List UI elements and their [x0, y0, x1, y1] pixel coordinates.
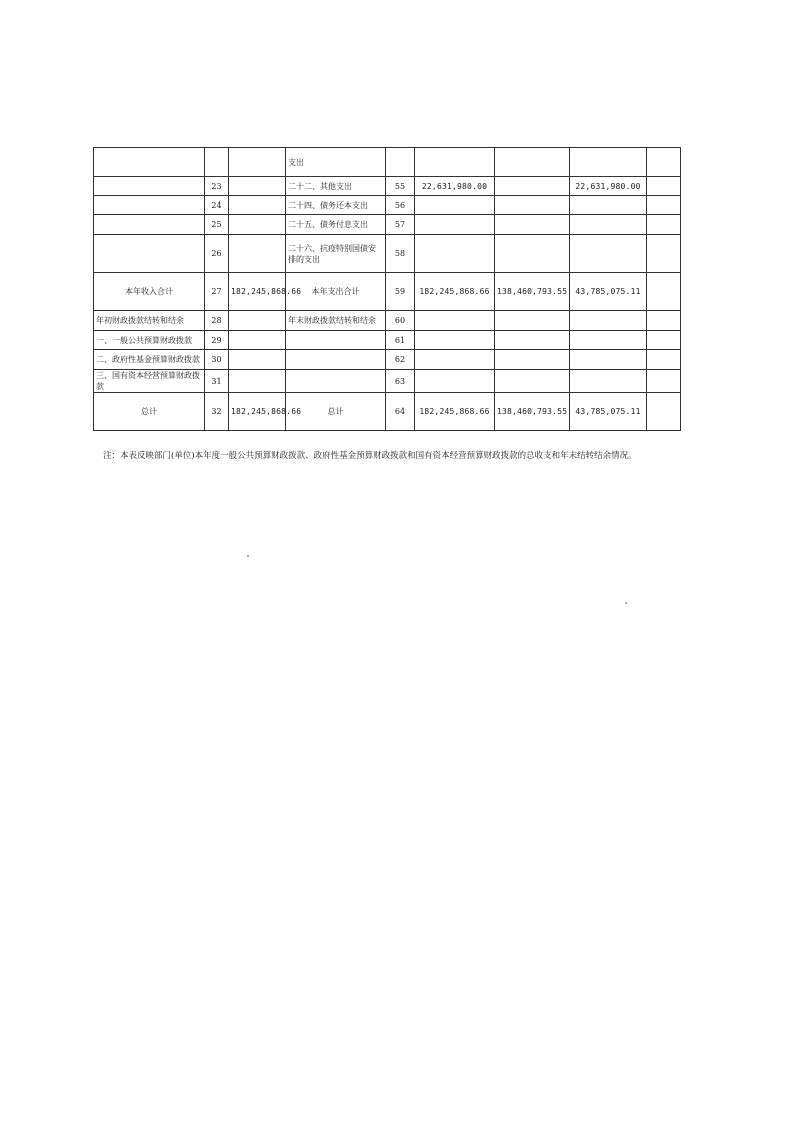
- expenditure-total-amount: 182,245,868.66: [415, 393, 495, 431]
- expenditure-row-number: 56: [386, 196, 415, 215]
- general-budget-amount: [495, 235, 570, 273]
- expenditure-total-amount: [415, 215, 495, 235]
- income-item-label: 总计: [94, 393, 205, 431]
- income-row-number: 30: [205, 350, 229, 370]
- fund-budget-amount: [570, 331, 647, 350]
- state-capital-amount: [647, 350, 681, 370]
- fund-budget-amount: [570, 370, 647, 393]
- scan-speck: [625, 602, 627, 604]
- table-footnote: 注：本表反映部门(单位)本年度一般公共预算财政拨款、政府性基金预算财政拨款和国有资本经营预算财政拨款的总收支和年末结转结余情况。: [103, 451, 637, 461]
- general-budget-amount: [495, 215, 570, 235]
- expenditure-total-amount: 22,631,980.00: [415, 177, 495, 196]
- expenditure-total-amount: [415, 196, 495, 215]
- table-row: [94, 215, 681, 235]
- general-budget-amount: [495, 370, 570, 393]
- fund-budget-amount: 43,785,075.11: [570, 273, 647, 311]
- expenditure-item-label: 二十四、债务还本支出: [286, 196, 386, 215]
- table-row: [94, 331, 681, 350]
- fund-budget-amount: [570, 196, 647, 215]
- fund-budget-amount: [570, 311, 647, 331]
- income-row-number: 27: [205, 273, 229, 311]
- expenditure-row-number: 57: [386, 215, 415, 235]
- general-budget-amount: [495, 311, 570, 331]
- state-capital-amount: [647, 215, 681, 235]
- fund-budget-amount: [570, 148, 647, 177]
- expenditure-total-amount: [415, 370, 495, 393]
- income-row-number: [205, 148, 229, 177]
- income-amount: [229, 196, 286, 215]
- expenditure-total-amount: [415, 311, 495, 331]
- state-capital-amount: [647, 148, 681, 177]
- expenditure-row-number: 59: [386, 273, 415, 311]
- table-row: [94, 370, 681, 393]
- fund-budget-amount: 22,631,980.00: [570, 177, 647, 196]
- expenditure-item-label: 支出: [286, 148, 386, 177]
- income-row-number: 24: [205, 196, 229, 215]
- expenditure-row-number: 63: [386, 370, 415, 393]
- income-item-label: [94, 196, 205, 215]
- table-row: [94, 311, 681, 331]
- table-row: [94, 393, 681, 431]
- table-row: [94, 148, 681, 177]
- expenditure-item-label: 总计: [286, 393, 386, 431]
- expenditure-item-label: [286, 331, 386, 350]
- income-amount: [229, 235, 286, 273]
- general-budget-amount: 138,460,793.55: [495, 273, 570, 311]
- expenditure-total-amount: 182,245,868.66: [415, 273, 495, 311]
- fund-budget-amount: [570, 235, 647, 273]
- income-amount: 182,245,868.66: [229, 273, 286, 311]
- income-amount: [229, 215, 286, 235]
- income-row-number: 26: [205, 235, 229, 273]
- fund-budget-amount: 43,785,075.11: [570, 393, 647, 431]
- income-item-label: 本年收入合计: [94, 273, 205, 311]
- general-budget-amount: 138,460,793.55: [495, 393, 570, 431]
- state-capital-amount: [647, 177, 681, 196]
- income-item-label: [94, 235, 205, 273]
- income-item-label: 年初财政拨款结转和结余: [94, 311, 205, 331]
- general-budget-amount: [495, 350, 570, 370]
- state-capital-amount: [647, 331, 681, 350]
- expenditure-item-label: 二十二、其他支出: [286, 177, 386, 196]
- fund-budget-amount: [570, 350, 647, 370]
- income-amount: 182,245,868.66: [229, 393, 286, 431]
- table-row: [94, 350, 681, 370]
- table-row: [94, 196, 681, 215]
- expenditure-total-amount: [415, 235, 495, 273]
- income-item-label: 一、一般公共预算财政拨款: [94, 331, 205, 350]
- income-row-number: 23: [205, 177, 229, 196]
- expenditure-item-label: [286, 350, 386, 370]
- table-row: [94, 177, 681, 196]
- expenditure-row-number: 58: [386, 235, 415, 273]
- general-budget-amount: [495, 196, 570, 215]
- income-item-label: [94, 177, 205, 196]
- income-item-label: [94, 215, 205, 235]
- expenditure-row-number: 62: [386, 350, 415, 370]
- budget-table: [93, 147, 681, 431]
- expenditure-total-amount: [415, 350, 495, 370]
- fund-budget-amount: [570, 215, 647, 235]
- scan-speck: [247, 555, 249, 557]
- expenditure-row-number: 61: [386, 331, 415, 350]
- expenditure-total-amount: [415, 331, 495, 350]
- general-budget-amount: [495, 148, 570, 177]
- income-row-number: 32: [205, 393, 229, 431]
- state-capital-amount: [647, 196, 681, 215]
- income-amount: [229, 370, 286, 393]
- income-item-label: 三、国有资本经营预算财政拨款: [94, 370, 205, 393]
- income-item-label: [94, 148, 205, 177]
- state-capital-amount: [647, 393, 681, 431]
- expenditure-total-amount: [415, 148, 495, 177]
- income-row-number: 28: [205, 311, 229, 331]
- expenditure-row-number: 55: [386, 177, 415, 196]
- income-item-label: 二、政府性基金预算财政拨款: [94, 350, 205, 370]
- income-row-number: 31: [205, 370, 229, 393]
- expenditure-row-number: [386, 148, 415, 177]
- state-capital-amount: [647, 370, 681, 393]
- state-capital-amount: [647, 273, 681, 311]
- expenditure-item-label: 二十六、抗疫特别国债安排的支出: [286, 235, 386, 273]
- general-budget-amount: [495, 177, 570, 196]
- income-row-number: 29: [205, 331, 229, 350]
- table-row: [94, 235, 681, 273]
- table-row: [94, 273, 681, 311]
- expenditure-row-number: 60: [386, 311, 415, 331]
- general-budget-amount: [495, 331, 570, 350]
- expenditure-row-number: 64: [386, 393, 415, 431]
- expenditure-item-label: [286, 370, 386, 393]
- expenditure-item-label: 二十五、债务付息支出: [286, 215, 386, 235]
- income-amount: [229, 311, 286, 331]
- income-row-number: 25: [205, 215, 229, 235]
- income-amount: [229, 177, 286, 196]
- expenditure-item-label: 本年支出合计: [286, 273, 386, 311]
- income-amount: [229, 350, 286, 370]
- expenditure-item-label: 年末财政拨款结转和结余: [286, 311, 386, 331]
- income-amount: [229, 148, 286, 177]
- income-amount: [229, 331, 286, 350]
- state-capital-amount: [647, 311, 681, 331]
- state-capital-amount: [647, 235, 681, 273]
